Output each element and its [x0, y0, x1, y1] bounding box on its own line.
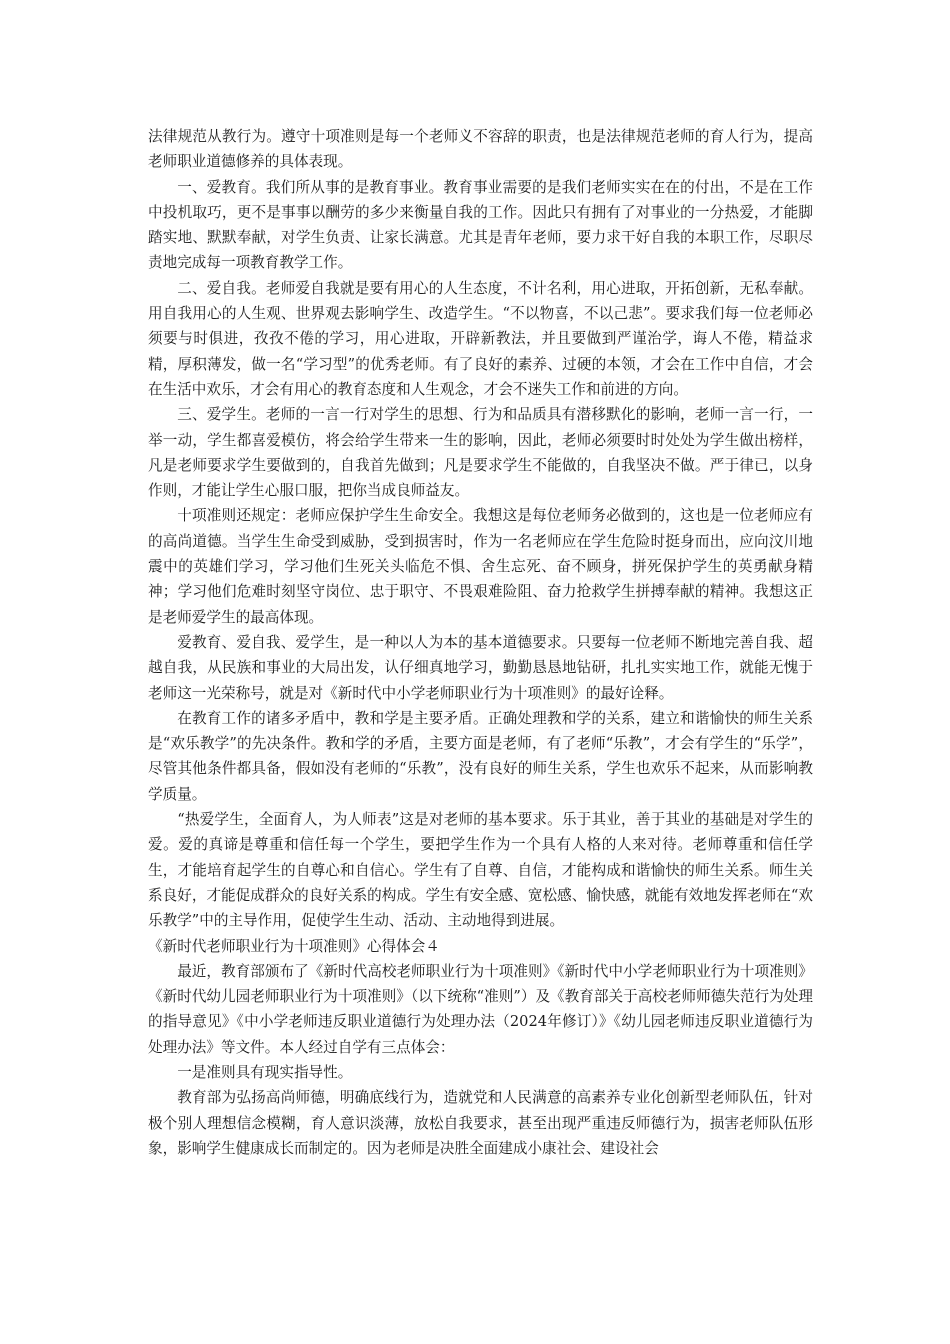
- paragraph-student-safety: 十项准则还规定：老师应保护学生生命安全。我想这是每位老师务必做到的，这也是一位老师应有的高尚道德。当学生生命受到威胁，受到损害时，作为一名老师应在学生危险时挺身而出，应向汶川地震中的英雄们学习，学习他们生死关头临危不惧、舍生忘死、奋不顾身，拼死保护学生的英勇献身精神；学习他们危难时刻坚守岗位、忠于职守、不畏艰难险阻、奋力抢救学生拼搏奉献的精神。我想这正是老师爱学生的最高体现。: [148, 507, 813, 626]
- paragraph-love-students-basic: “热爱学生，全面育人，为人师表”这是对老师的基本要求。乐于其业，善于其业的基础是对学生的爱。爱的真谛是尊重和信任每一个学生，要把学生作为一个具有人格的人来对待。老师尊重和信任学生，才能培育起学生的自尊心和自信心。学生有了自尊、自信，才能构成和谐愉快的师生关系。师生关系良好，才能促成群众的良好关系的构成。学生有安全感、宽松感、愉快感，就能有效地发挥老师在“欢乐教学”中的主导作用，促使学生生动、活动、主动地得到进展。: [148, 811, 813, 930]
- paragraph-teaching-learning: 在教育工作的诸多矛盾中，教和学是主要矛盾。正确处理教和学的关系，建立和谐愉快的师生关系是“欢乐教学”的先决条件。教和学的矛盾，主要方面是老师，有了老师“乐教”，才会有学生的“乐学”，尽管其他条件都具备，假如没有老师的“乐教”，没有良好的师生关系，学生也欢乐不起来，从而影响教学质量。: [148, 709, 813, 803]
- paragraph-recent-documents: 最近，教育部颁布了《新时代高校老师职业行为十项准则》《新时代中小学老师职业行为十项准则》《新时代幼儿园老师职业行为十项准则》（以下统称“准则”）及《教育部关于高校老师师德失范行为处理的指导意见》《中小学老师违反职业道德行为处理办法（2024年修订）》《幼儿园老师违反职业道德行为处理办法》等文件。本人经过自学有三点体会：: [148, 962, 813, 1056]
- paragraph-love-students: 三、爱学生。老师的一言一行对学生的思想、行为和品质具有潜移默化的影响，老师一言一行，一举一动，学生都喜爱模仿，将会给学生带来一生的影响，因此，老师必须要时时处处为学生做出榜样，凡是老师要求学生要做到的，自我首先做到；凡是要求学生不能做的，自我坚决不做。严于律已，以身作则，才能让学生心服口服，把你当成良师益友。: [148, 406, 813, 500]
- paragraph-love-education: 一、爱教育。我们所从事的是教育事业。教育事业需要的是我们老师实实在在的付出，不是在工作中投机取巧，更不是事事以酬劳的多少来衡量自我的工作。因此只有拥有了对事业的一分热爱，才能脚踏实地、默默奉献，对学生负责、让家长满意。尤其是青年老师，要力求干好自我的本职工作，尽职尽责地完成每一项教育教学工作。: [148, 178, 813, 272]
- paragraph-intro: 法律规范从教行为。遵守十项准则是每一个老师义不容辞的职责，也是法律规范老师的育人行为，提高老师职业道德修养的具体表现。: [148, 128, 813, 171]
- paragraph-point-one: 一是准则具有现实指导性。: [177, 1063, 353, 1081]
- paragraph-purpose: 教育部为弘扬高尚师德，明确底线行为，造就党和人民满意的高素养专业化创新型老师队伍，针对极个别人理想信念模糊，育人意识淡薄，放松自我要求，甚至出现严重违反师德行为，损害老师队伍形象，影响学生健康成长而制定的。因为老师是决胜全面建成小康社会、建设社会: [148, 1089, 813, 1157]
- document-page: [148, 124, 813, 1161]
- paragraph-love-self: 二、爱自我。老师爱自我就是要有用心的人生态度，不计名利，用心进取，开拓创新，无私奉献。用自我用心的人生观、世界观去影响学生、改造学生。“不以物喜，不以己悲”。要求我们每一位老师必须要与时俱进，孜孜不倦的学习，用心进取，开辟新教法，并且要做到严谨治学，诲人不倦，精益求精，厚积薄发，做一名“学习型”的优秀老师。有了良好的素养、过硬的本领，才会在工作中自信，才会在生活中欢乐，才会有用心的教育态度和人生观念，才会不迷失工作和前进的方向。: [148, 279, 813, 398]
- section-title-reflection-4: 《新时代老师职业行为十项准则》心得体会４: [148, 937, 440, 955]
- paragraph-summary: 爱教育、爱自我、爱学生，是一种以人为本的基本道德要求。只要每一位老师不断地完善自我、超越自我，从民族和事业的大局出发，认仔细真地学习，勤勤恳恳地钻研，扎扎实实地工作，就能无愧于老师这一光荣称号，就是对《新时代中小学老师职业行为十项准则》的最好诠释。: [148, 633, 813, 702]
